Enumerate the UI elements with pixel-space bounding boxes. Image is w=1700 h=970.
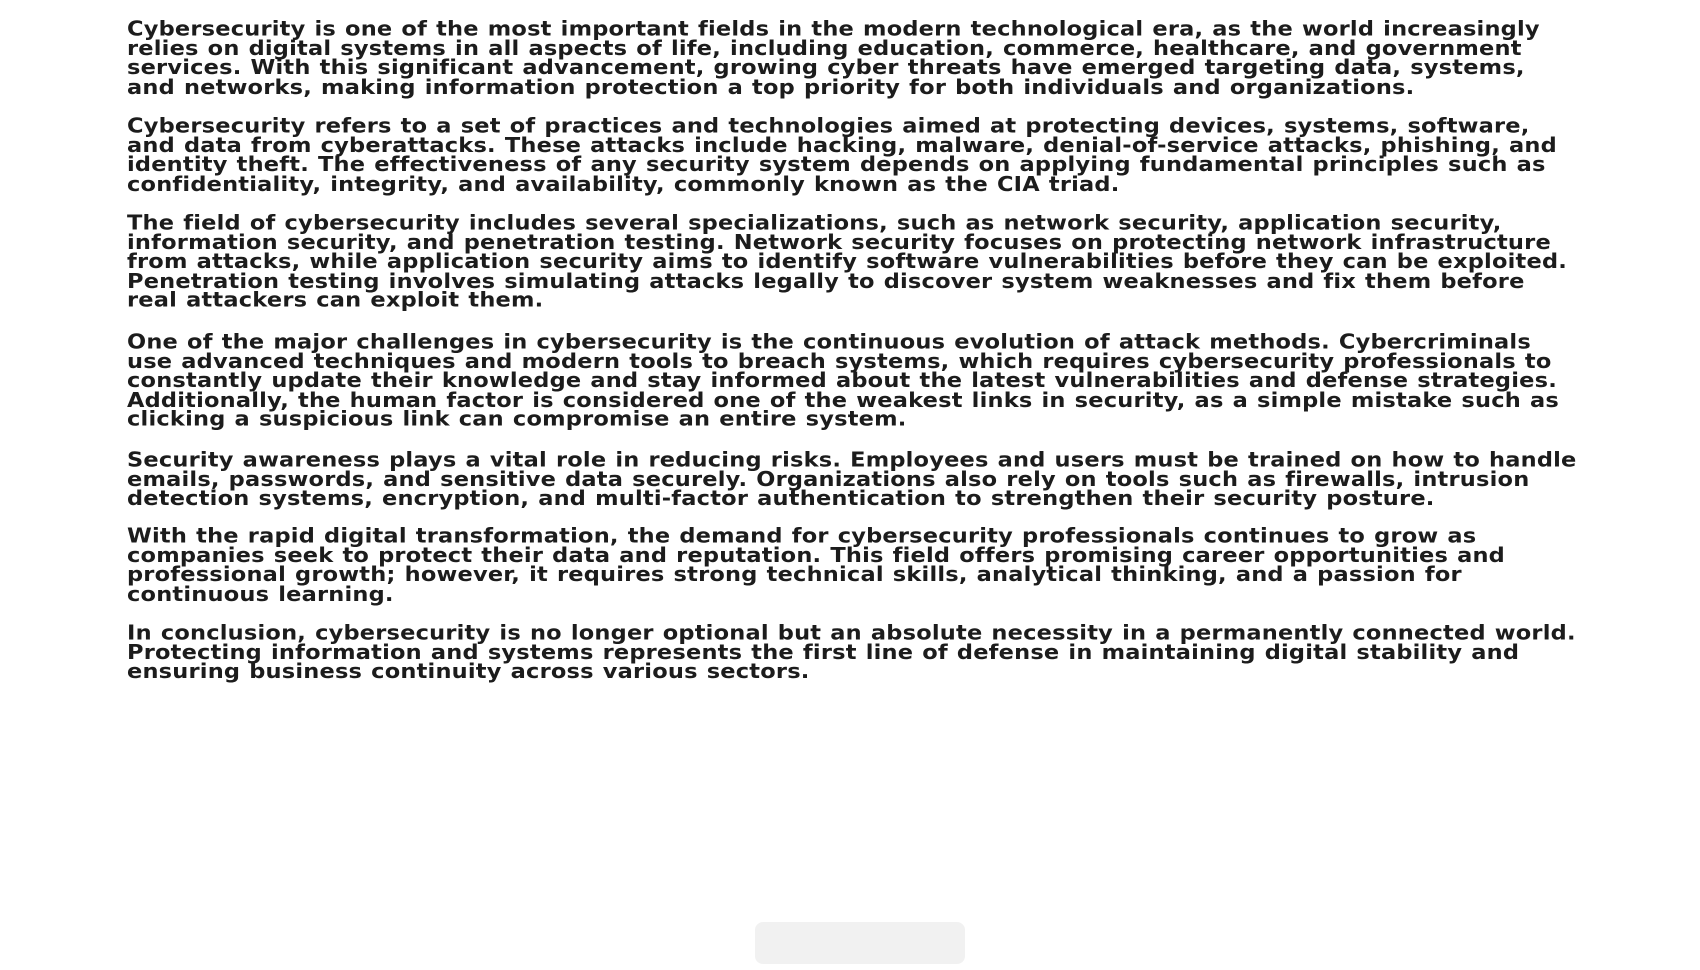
paragraph-specializations: The field of cybersecurity includes several specializations, such as network security, application security, information security, and penetration testing. Network security focuses on protecting network infrastructure from attacks, while application security aims to identify software vulnerabilities before they can be exploited. Penetration testing involves simulating attacks legally to discover system weaknesses and fix them before real attackers can exploit them. (127, 211, 1567, 313)
paragraph-definition: Cybersecurity refers to a set of practices and technologies aimed at protecting devices, systems, software, and data from cyberattacks. These attacks include hacking, malware, denial-of-service attacks, phishing, and identity theft. The effectiveness of any security system depends on applying fundamental principles such as confidentiality, integrity, and availability, commonly known as the CIA triad. (127, 114, 1557, 196)
watermark-overlay (755, 922, 965, 964)
paragraph-challenges: One of the major challenges in cybersecurity is the continuous evolution of attack methods. Cybercriminals use advanced techniques and modern tools to breach systems, which requires cybersecurity professionals to constantly update their knowledge and stay informed about the latest vulnerabilities and defense strategies. Additionally, the human factor is considered one of the weakest links in security, as a simple mistake such as clicking a suspicious link can compromise an entire system. (127, 329, 1559, 431)
paragraph-conclusion: In conclusion, cybersecurity is no longer optional but an absolute necessity in a permanently connected world. Protecting information and systems represents the first line of defense in maintaining digital stability and ensuring business continuity across various sectors. (127, 620, 1576, 683)
paragraph-careers: With the rapid digital transformation, the demand for cybersecurity professionals continues to grow as companies seek to protect their data and reputation. This field offers promising career opportunities and professional growth; however, it requires strong technical skills, analytical thinking, and a passion for continuous learning. (127, 523, 1505, 606)
paragraph-intro: Cybersecurity is one of the most important fields in the modern technological era, as the world increasingly relies on digital systems in all aspects of life, including education, commerce, healthcare, and government services. With this significant advancement, growing cyber threats have emerged targeting data, systems, and networks, making information protection a top priority for both individuals and organizations. (127, 17, 1540, 99)
document-body (127, 17, 1577, 699)
paragraph-awareness: Security awareness plays a vital role in reducing risks. Employees and users must be trained on how to handle emails, passwords, and sensitive data securely. Organizations also rely on tools such as firewalls, intrusion detection systems, encryption, and multi-factor authentication to strengthen their security posture. (127, 448, 1577, 511)
